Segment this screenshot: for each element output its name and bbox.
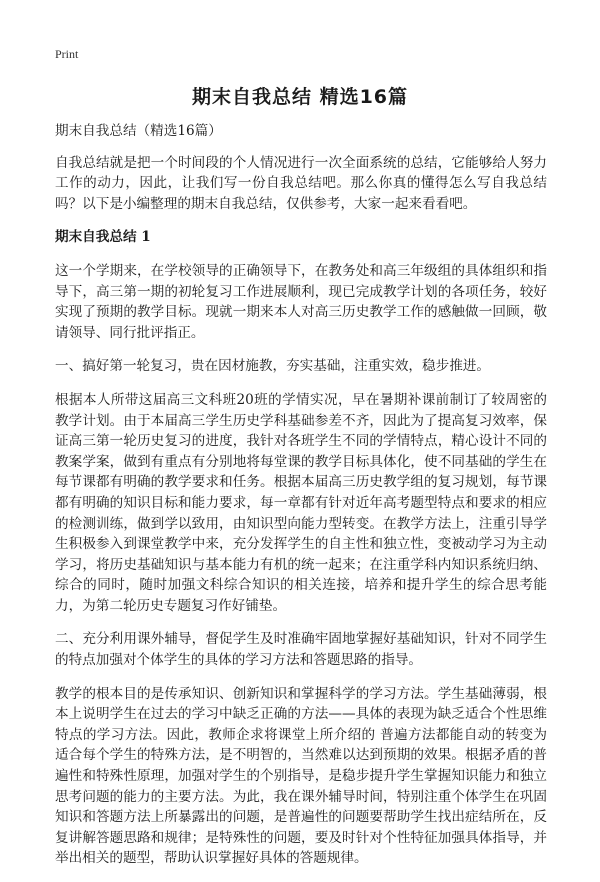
intro-paragraph: 自我总结就是把一个时间段的个人情况进行一次全面系统的总结，它能够给人努力工作的动力，因此，让我们写一份自我总结吧。那么你真的懂得怎么写自我总结吗？以下是小编整理的期末自我总结，仅供参考，大家一起来看看吧。: [55, 154, 547, 212]
article-subtitle: 期末自我总结（精选16篇）: [55, 123, 222, 139]
print-link[interactable]: Print: [55, 47, 79, 61]
section-heading: 期末自我总结 1: [55, 229, 151, 246]
paragraph: 这一个学期来，在学校领导的正确领导下，在教务处和高三年级组的具体组织和指导下，高三第一期的初轮复习工作进展顺利，现已完成教学计划的各项任务，较好实现了预期的教学目标。现就一期来本人对高三历史教学工作的感触做一回顾，敬请领导、同行批评指正。: [55, 262, 547, 341]
paragraph: 根据本人所带这届高三文科班20班的学情实况，早在暑期补课前制订了较周密的教学计划。由于本届高三学生历史学科基础参差不齐，因此为了提高复习效率，保证高三第一轮历史复习的进度，我针对各班学生不同的学情特点，精心设计不同的教案学案，做到有重点有分别地将每堂课的教学目标具体化，使不同基础的学生在每节课都有明确的教学要求和任务。根据本届高三历史教学组的复习规划，每节课都有明确的知识目标和能力要求，每一章都有针对近年高考题型特点和要求的相应的检测训练，做到学以致用，由知识型向能力型转变。在教学方法上，注重引导学生积极参入到课堂教学中来，充分发挥学生的自主性和独立性，变被动学习为主动学习，将历史基础知识与基本能力有机的统一起来；在注重学科内知识系统归纳、综合的同时，随时加强文科综合知识的相关连接，培养和提升学生的综合思考能力，为第二轮历史专题复习作好铺垫。: [55, 391, 547, 614]
article-body: [55, 121, 547, 882]
paragraph: 教学的根本目的是传承知识、创新知识和掌握科学的学习方法。学生基础薄弱，根本上说明学生在过去的学习中缺乏正确的方法——具体的表现为缺乏适合个性思维特点的学习方法。因此，教师企求将课堂上所介绍的 普遍方法都能自动的转变为适合每个学生的特殊方法，是不明智的，当然难以达到预期的效果。根据矛盾的普遍性和特殊性原理，加强对学生的个别指导，是稳步提升学生掌握知识能力和独立思考问题的能力的主要方法。为此，我在课外辅导时间，特别注重个体学生在巩固知识和答题方法上所暴露出的问题，是普遍性的问题要帮助学生找出症结所在，反复讲解答题思路和规律；是特殊性的问题，要及时针对个性特征加强具体指导，并举出相关的题型，帮助认识掌握好具体的答题规律。: [55, 685, 547, 867]
paragraph: 一、搞好第一轮复习，贵在因材施教，夯实基础，注重实效，稳步推进。: [55, 358, 490, 375]
paragraph: 二、充分利用课外辅导，督促学生及时准确牢固地掌握好基础知识，针对不同学生的特点加强对个体学生的具体的学习方法和答题思路的指导。: [55, 631, 547, 669]
page-title: 期末自我总结 精选16篇: [191, 86, 409, 108]
